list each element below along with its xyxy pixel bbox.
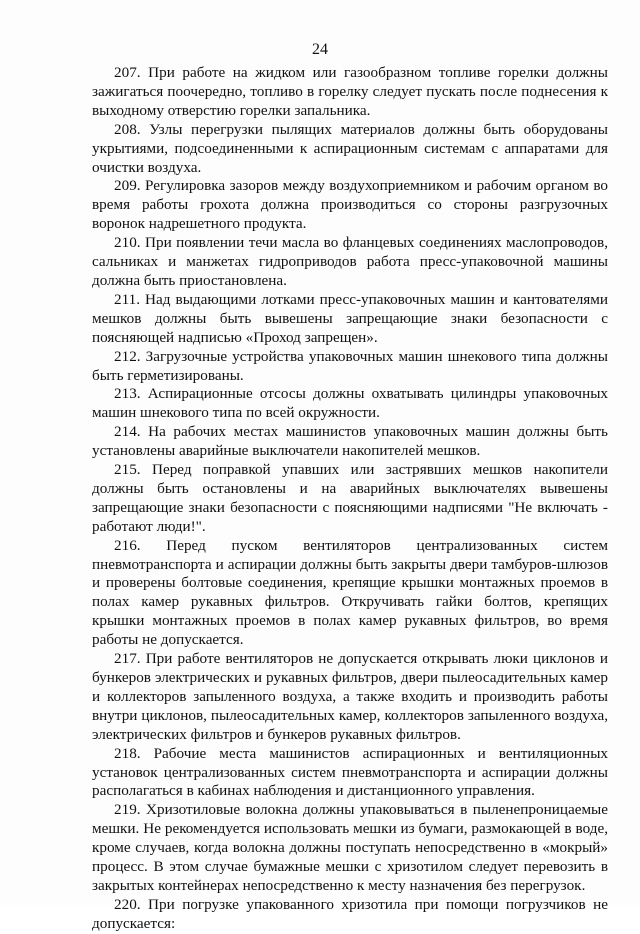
paragraph-217: 217. При работе вентиляторов не допускается открывать люки циклонов и бункеров электрических и рукавных фильтров, двери пылеосадительных камер и коллекторов запыленного воздуха, а также входить и производить работы внутри циклонов, пылеосадительных камер, коллекторов запыленного воздуха, электрических фильтров и бункеров рукавных фильтров. xyxy=(92,650,608,743)
paragraph-214: 214. На рабочих местах машинистов упаковочных машин должны быть установлены аварийные выключатели накопителей мешков. xyxy=(92,423,608,460)
document-body xyxy=(92,64,608,934)
paragraph-211: 211. Над выдающими лотками пресс-упаковочных машин и кантователями мешков должны быть вывешены запрещающие знаки безопасности с поясняющей надписью «Проход запрещен». xyxy=(92,290,608,346)
paragraph-213: 213. Аспирационные отсосы должны охватывать цилиндры упаковочных машин шнекового типа по всей окружности. xyxy=(92,385,608,422)
paragraph-218: 218. Рабочие места машинистов аспирационных и вентиляционных установок централизованных систем пневмотранспорта и аспирации должны располагаться в кабинах наблюдения и дистанционного управления. xyxy=(92,744,608,800)
paragraph-220: 220. При погрузке упакованного хризотила при помощи погрузчиков не допускается: xyxy=(92,895,608,932)
paragraph-209: 209. Регулировка зазоров между воздухоприемником и рабочим органом во время работы грохота должна производиться со стороны разгрузочных воронок надрешетного продукта. xyxy=(92,177,608,233)
paragraph-216: 216. Перед пуском вентиляторов централизованных систем пневмотранспорта и аспирации должны быть закрыты двери тамбуров-шлюзов и проверены болтовые соединения, крепящие крышки монтажных проемов в полах камер рукавных фильтров. Откручивать гайки болтов, крепящих крышки монтажных проемов в полах камер рукавных фильтров, во время работы не допускается. xyxy=(92,536,608,649)
page-number: 24 xyxy=(312,41,328,58)
paragraph-208: 208. Узлы перегрузки пылящих материалов должны быть оборудованы укрытиями, подсоединенными к аспирационным системам с аппаратами для очистки воздуха. xyxy=(92,120,608,176)
paragraph-210: 210. При появлении течи масла во фланцевых соединениях маслопроводов, сальниках и манжетах гидроприводов работа пресс-упаковочной машины должна быть приостановлена. xyxy=(92,234,608,289)
paragraph-215: 215. Перед поправкой упавших или застрявших мешков накопители должны быть остановлены и на аварийных выключателях вывешены запрещающие знаки безопасности с поясняющими надписями "Не включать - работают люди!". xyxy=(92,461,608,535)
paragraph-212: 212. Загрузочные устройства упаковочных машин шнекового типа должны быть герметизированы. xyxy=(92,347,608,384)
paragraph-219: 219. Хризотиловые волокна должны упаковываться в пыленепроницаемые мешки. Не рекомендуется использовать мешки из бумаги, размокающей в воде, кроме случаев, когда волокна должны поступать непосредственно в «мокрый» процесс. В этом случае бумажные мешки с хризотилом следует перевозить в закрытых контейнерах непосредственно к месту назначения без перегрузок. xyxy=(92,801,608,894)
paragraph-207: 207. При работе на жидком или газообразном топливе горелки должны зажигаться поочередно, топливо в горелку следует пускать после поднесения к выходному отверстию горелки запальника. xyxy=(92,64,608,119)
